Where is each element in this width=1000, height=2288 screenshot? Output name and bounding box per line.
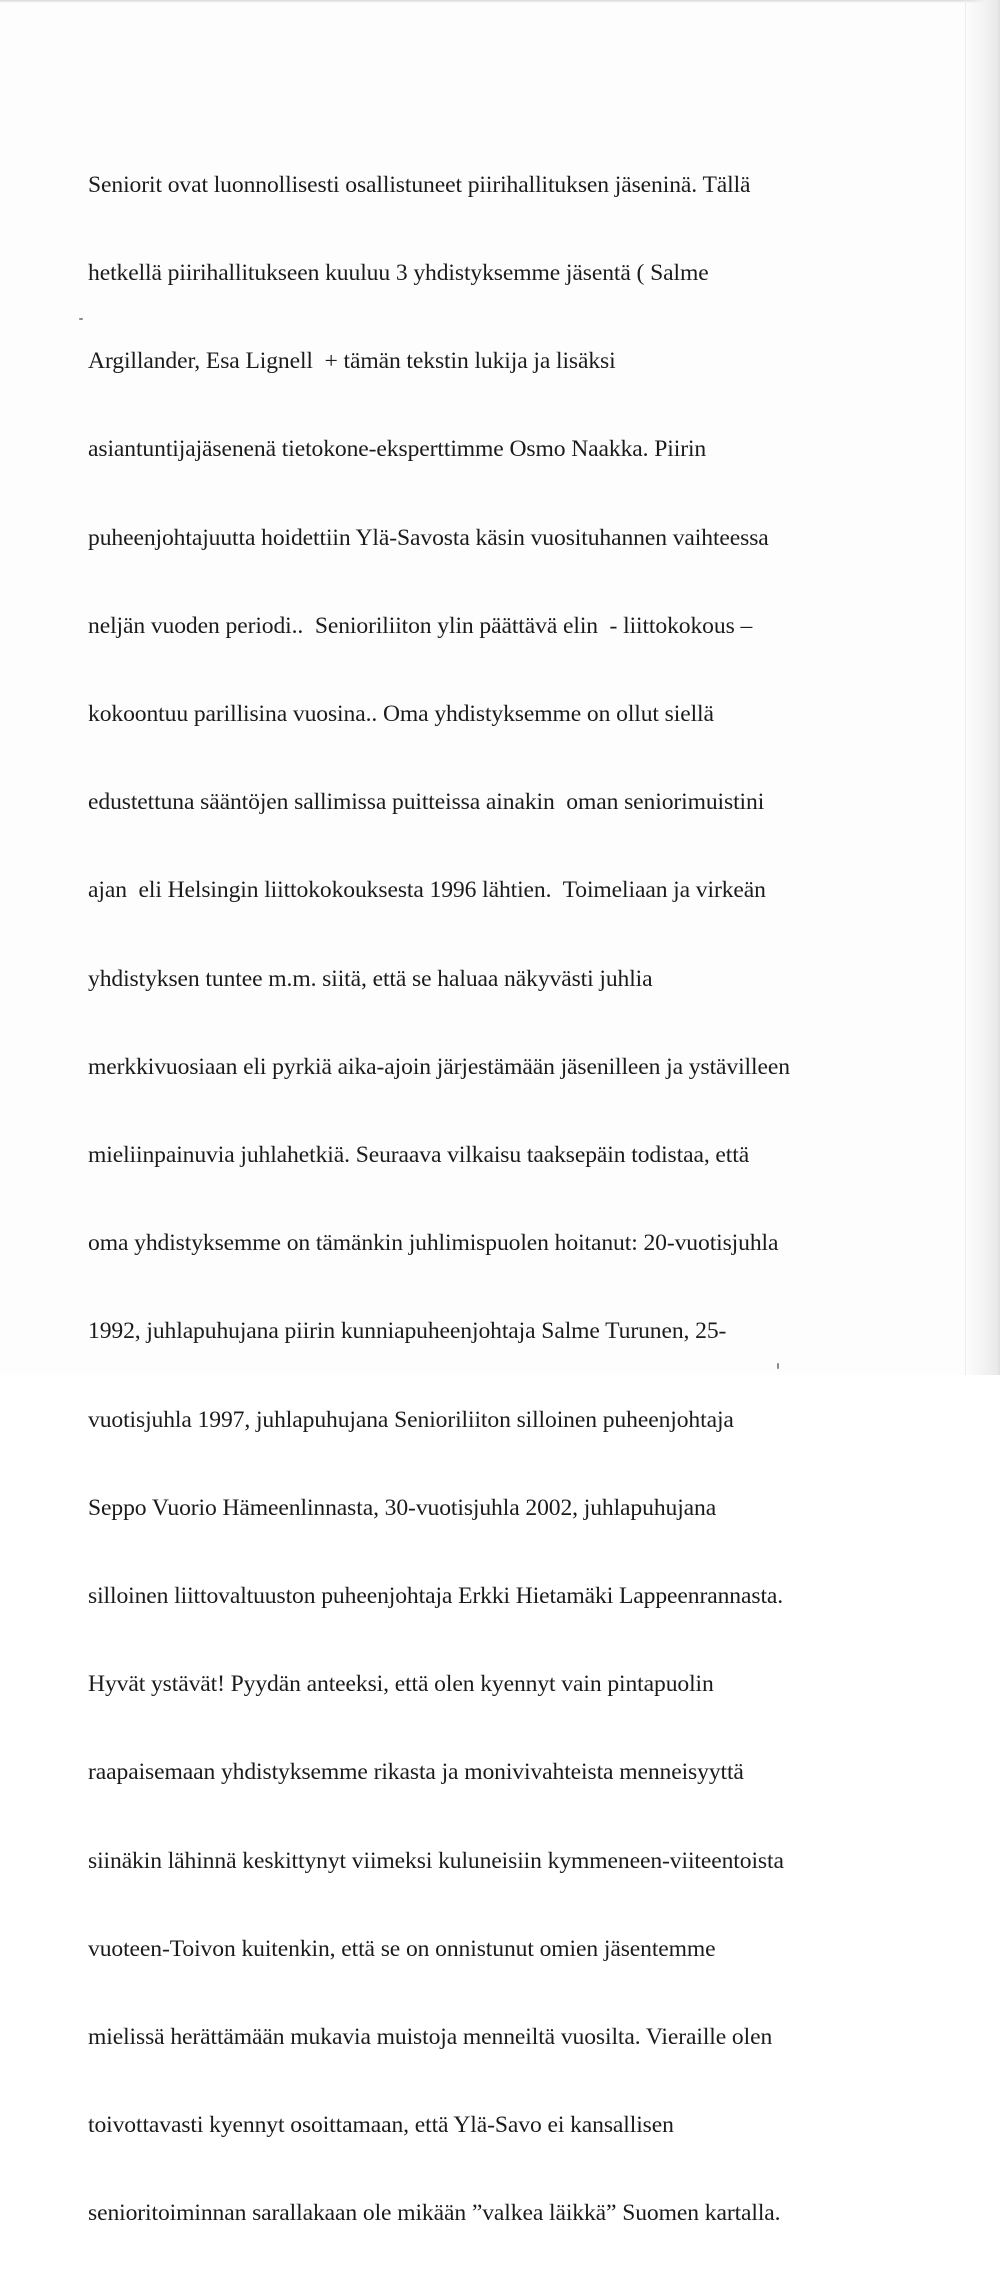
text-line: merkkivuosiaan eli pyrkiä aika-ajoin järjestämään jäsenilleen ja ystävilleen bbox=[88, 1053, 790, 1080]
text-line: mieliinpainuvia juhlahetkiä. Seuraava vilkaisu taaksepäin todistaa, että bbox=[88, 1142, 750, 1169]
text-line: silloinen liittovaltuuston puheenjohtaja Erkki Hietamäki Lappeenrannasta. bbox=[88, 1583, 784, 1610]
text-line: raapaisemaan yhdistyksemme rikasta ja monivivahteista menneisyyttä bbox=[88, 1759, 744, 1786]
text-line: asiantuntijajäsenenä tietokone-eksperttimme Osmo Naakka. Piirin bbox=[88, 436, 707, 463]
text-line: Hyvät ystävät! Pyydän anteeksi, että olen kyennyt vain pintapuolin bbox=[88, 1671, 714, 1698]
text-line: Seniorit ovat luonnollisesti osallistuneet piirihallituksen jäseninä. Tällä bbox=[88, 171, 751, 198]
text-line: Seppo Vuorio Hämeenlinnasta, 30-vuotisjuhla 2002, juhlapuhujana bbox=[88, 1494, 717, 1521]
text-line: vuoteen-Toivon kuitenkin, että se on onnistunut omien jäsentemme bbox=[88, 1935, 716, 1962]
body-paragraph bbox=[88, 112, 908, 2288]
text-line: mielissä herättämään mukavia muistoja menneiltä vuosilta. Vieraille olen bbox=[88, 2024, 773, 2051]
text-line: hetkellä piirihallitukseen kuuluu 3 yhdistyksemme jäsentä ( Salme bbox=[88, 260, 709, 287]
text-line: ajan eli Helsingin liittokokouksesta 1996 lähtien. Toimeliaan ja virkeän bbox=[88, 877, 766, 904]
text-line: neljän vuoden periodi.. Senioriliiton ylin päättävä elin - liittokokous – bbox=[88, 612, 753, 639]
text-line: 1992, juhlapuhujana piirin kunniapuheenjohtaja Salme Turunen, 25- bbox=[88, 1318, 727, 1345]
text-line: Argillander, Esa Lignell + tämän tekstin lukija ja lisäksi bbox=[88, 348, 616, 375]
stray-ink-mark bbox=[79, 318, 83, 320]
text-line: edustettuna sääntöjen sallimissa puitteissa ainakin oman seniorimuistini bbox=[88, 789, 765, 816]
text-line: toivottavasti kyennyt osoittamaan, että Ylä-Savo ei kansallisen bbox=[88, 2112, 674, 2139]
text-line: siinäkin lähinnä keskittynyt viimeksi kuluneisiin kymmeneen-viiteentoista bbox=[88, 1847, 784, 1874]
text-line: puheenjohtajuutta hoidettiin Ylä-Savosta käsin vuosituhannen vaihteessa bbox=[88, 524, 769, 551]
scan-edge-right bbox=[964, 0, 1000, 1375]
text-line: vuotisjuhla 1997, juhlapuhujana Senioriliiton silloinen puheenjohtaja bbox=[88, 1406, 734, 1433]
text-line: oma yhdistyksemme on tämänkin juhlimispuolen hoitanut: 20-vuotisjuhla bbox=[88, 1230, 779, 1257]
text-line: kokoontuu parillisina vuosina.. Oma yhdistyksemme on ollut siellä bbox=[88, 701, 714, 728]
scan-edge-line bbox=[965, 0, 966, 1375]
text-line: senioritoiminnan sarallakaan ole mikään ”valkea läikkä” Suomen kartalla. bbox=[88, 2200, 781, 2227]
text-line: yhdistyksen tuntee m.m. siitä, että se haluaa näkyvästi juhlia bbox=[88, 965, 653, 992]
scan-edge-top bbox=[0, 0, 1000, 3]
